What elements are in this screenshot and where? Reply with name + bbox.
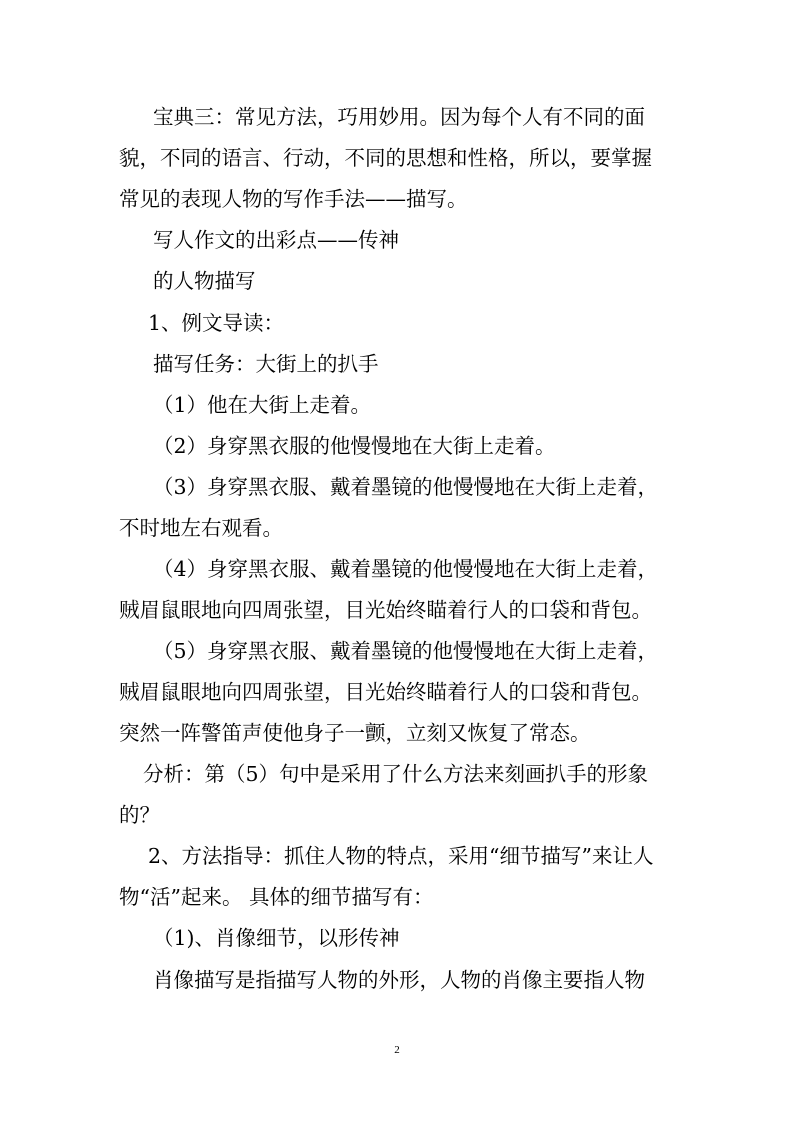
- page-number: 2: [394, 1044, 400, 1056]
- example-line: （2）身穿黑衣服的他慢慢地在大街上走着。: [153, 434, 556, 458]
- paragraph-line: 貌，不同的语言、行动，不同的思想和性格，所以，要掌握: [119, 146, 652, 170]
- section-heading-line: 写人作文的出彩点——传神: [153, 228, 399, 252]
- subheading-line: 1、例文导读：: [148, 311, 285, 335]
- example-line: 贼眉鼠眼地向四周张望，目光始终瞄着行人的口袋和背包。: [119, 598, 652, 622]
- section-heading-line: 的人物描写: [153, 269, 256, 293]
- paragraph-line: 常见的表现人物的写作手法——描写。: [119, 187, 468, 211]
- example-line: （3）身穿黑衣服、戴着墨镜的他慢慢地在大街上走着，: [153, 475, 659, 499]
- subheading-line: （1)、肖像细节，以形传神: [153, 926, 400, 950]
- example-line: （4）身穿黑衣服、戴着墨镜的他慢慢地在大街上走着，: [153, 557, 659, 581]
- paragraph-line: 物“活”起来。 具体的细节描写有：: [119, 885, 434, 909]
- paragraph-line: 描写任务：大街上的扒手: [153, 352, 379, 376]
- example-line: 突然一阵警笛声使他身子一颤，立刻又恢复了常态。: [119, 721, 591, 745]
- example-line: （1）他在大街上走着。: [153, 393, 372, 417]
- subheading-line: 2、方法指导：抓住人物的特点，采用“细节描写”来让人: [148, 844, 654, 868]
- example-line: 不时地左右观看。: [119, 516, 283, 540]
- example-line: （5）身穿黑衣服、戴着墨镜的他慢慢地在大街上走着，: [153, 639, 659, 663]
- analysis-line: 的？: [119, 803, 160, 827]
- analysis-line: 分析：第（5）句中是采用了什么方法来刻画扒手的形象: [143, 762, 649, 786]
- paragraph-line: 宝典三：常见方法，巧用妙用。因为每个人有不同的面: [153, 105, 645, 129]
- example-line: 贼眉鼠眼地向四周张望，目光始终瞄着行人的口袋和背包。: [119, 680, 652, 704]
- paragraph-line: 肖像描写是指描写人物的外形，人物的肖像主要指人物: [153, 968, 645, 992]
